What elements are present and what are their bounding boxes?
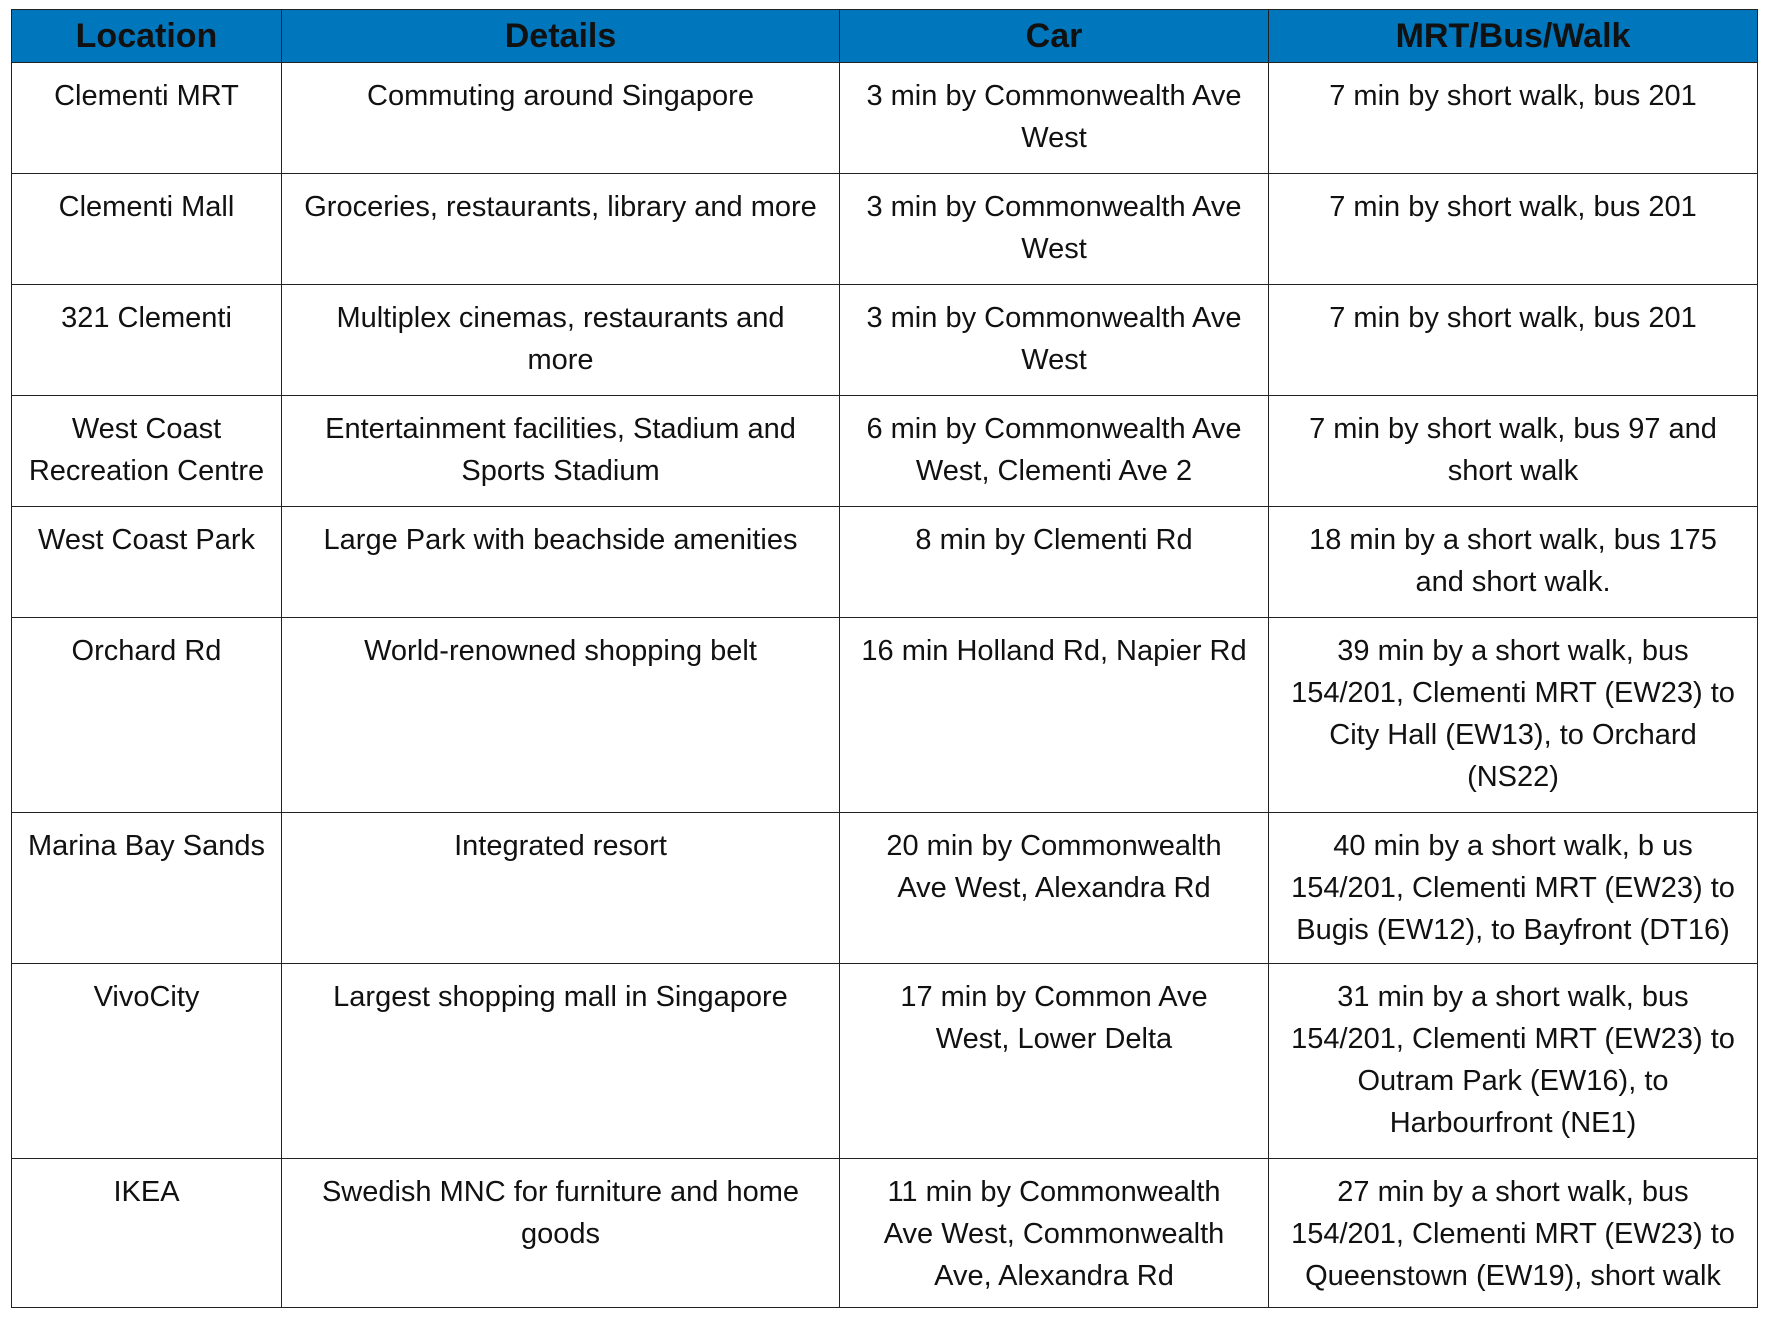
location-text: Orchard Rd	[71, 635, 222, 667]
table-header	[12, 10, 1758, 63]
transit-text: 7 min by short walk, bus 97 and short walk	[1309, 413, 1717, 487]
details-text: Commuting around Singapore	[367, 80, 754, 112]
details-cell	[282, 618, 840, 813]
location-cell	[12, 174, 282, 285]
location-text: IKEA	[113, 1176, 180, 1208]
details-cell	[282, 1159, 840, 1308]
details-text: Largest shopping mall in Singapore	[333, 981, 788, 1013]
details-text: Groceries, restaurants, library and more	[304, 191, 817, 223]
table-row	[12, 285, 1758, 396]
location-cell	[12, 63, 282, 174]
details-text: Integrated resort	[454, 830, 667, 862]
transit-text: 40 min by a short walk, b us 154/201, Clementi MRT (EW23) to Bugis (EW12), to Bayfront (DT16)	[1291, 830, 1735, 946]
car-text: 11 min by Commonwealth Ave West, Commonwealth Ave, Alexandra Rd	[883, 1176, 1225, 1292]
car-text: 3 min by Commonwealth Ave West	[866, 302, 1242, 376]
car-text: 17 min by Common Ave West, Lower Delta	[900, 981, 1208, 1055]
table-row	[12, 507, 1758, 618]
transit-cell	[1269, 507, 1758, 618]
column-header-car: Car	[840, 10, 1269, 63]
transit-cell	[1269, 285, 1758, 396]
location-cell	[12, 507, 282, 618]
transit-cell	[1269, 174, 1758, 285]
transit-cell	[1269, 63, 1758, 174]
location-text: Clementi Mall	[58, 191, 235, 223]
transit-text: 7 min by short walk, bus 201	[1329, 302, 1697, 334]
transit-cell	[1269, 1159, 1758, 1308]
column-header-details: Details	[282, 10, 840, 63]
details-cell	[282, 964, 840, 1159]
location-cell	[12, 618, 282, 813]
car-text: 3 min by Commonwealth Ave West	[866, 80, 1242, 154]
car-cell	[840, 174, 1269, 285]
transit-text: 27 min by a short walk, bus 154/201, Clementi MRT (EW23) to Queenstown (EW19), short walk	[1291, 1176, 1735, 1292]
details-text: World-renowned shopping belt	[364, 635, 757, 667]
column-header-transit: MRT/Bus/Walk	[1269, 10, 1758, 63]
location-cell	[12, 1159, 282, 1308]
details-text: Large Park with beachside amenities	[323, 524, 798, 556]
table-row	[12, 396, 1758, 507]
transit-text: 31 min by a short walk, bus 154/201, Clementi MRT (EW23) to Outram Park (EW16), to Harbourfront (NE1)	[1291, 981, 1735, 1139]
table-row	[12, 618, 1758, 813]
location-text: Marina Bay Sands	[28, 830, 265, 862]
location-table	[11, 9, 1758, 1308]
table-row	[12, 1159, 1758, 1308]
details-cell	[282, 174, 840, 285]
car-cell	[840, 63, 1269, 174]
details-cell	[282, 507, 840, 618]
car-text: 3 min by Commonwealth Ave West	[866, 191, 1242, 265]
header-row	[12, 10, 1758, 63]
car-text: 16 min Holland Rd, Napier Rd	[861, 635, 1247, 667]
details-cell	[282, 63, 840, 174]
car-text: 6 min by Commonwealth Ave West, Clementi Ave 2	[866, 413, 1242, 487]
car-cell	[840, 507, 1269, 618]
table-row	[12, 174, 1758, 285]
transit-text: 18 min by a short walk, bus 175 and short walk.	[1309, 524, 1717, 598]
location-cell	[12, 285, 282, 396]
transit-text: 7 min by short walk, bus 201	[1329, 80, 1697, 112]
location-text: West Coast Park	[37, 524, 256, 556]
location-text: Clementi MRT	[54, 80, 239, 112]
car-text: 8 min by Clementi Rd	[915, 524, 1193, 556]
transit-text: 39 min by a short walk, bus 154/201, Clementi MRT (EW23) to City Hall (EW13), to Orchard (NS22)	[1291, 635, 1735, 793]
details-cell	[282, 396, 840, 507]
location-text: VivoCity	[93, 981, 200, 1013]
car-cell	[840, 1159, 1269, 1308]
transit-cell	[1269, 618, 1758, 813]
transit-cell	[1269, 964, 1758, 1159]
car-text: 20 min by Commonwealth Ave West, Alexandra Rd	[886, 830, 1222, 904]
table-row	[12, 964, 1758, 1159]
details-text: Swedish MNC for furniture and home goods	[321, 1176, 800, 1250]
car-cell	[840, 964, 1269, 1159]
table-row	[12, 813, 1758, 964]
column-header-location: Location	[12, 10, 282, 63]
location-cell	[12, 964, 282, 1159]
table-body	[12, 63, 1758, 1308]
location-cell	[12, 396, 282, 507]
details-text: Multiplex cinemas, restaurants and more	[336, 302, 785, 376]
details-cell	[282, 813, 840, 964]
car-cell	[840, 618, 1269, 813]
transit-text: 7 min by short walk, bus 201	[1329, 191, 1697, 223]
car-cell	[840, 285, 1269, 396]
location-table-container	[11, 9, 1758, 1308]
car-cell	[840, 813, 1269, 964]
transit-cell	[1269, 813, 1758, 964]
location-text: 321 Clementi	[61, 302, 232, 334]
details-text: Entertainment facilities, Stadium and Sports Stadium	[325, 413, 796, 487]
location-cell	[12, 813, 282, 964]
car-cell	[840, 396, 1269, 507]
location-text: West Coast Recreation Centre	[28, 413, 265, 487]
details-cell	[282, 285, 840, 396]
table-row	[12, 63, 1758, 174]
transit-cell	[1269, 396, 1758, 507]
